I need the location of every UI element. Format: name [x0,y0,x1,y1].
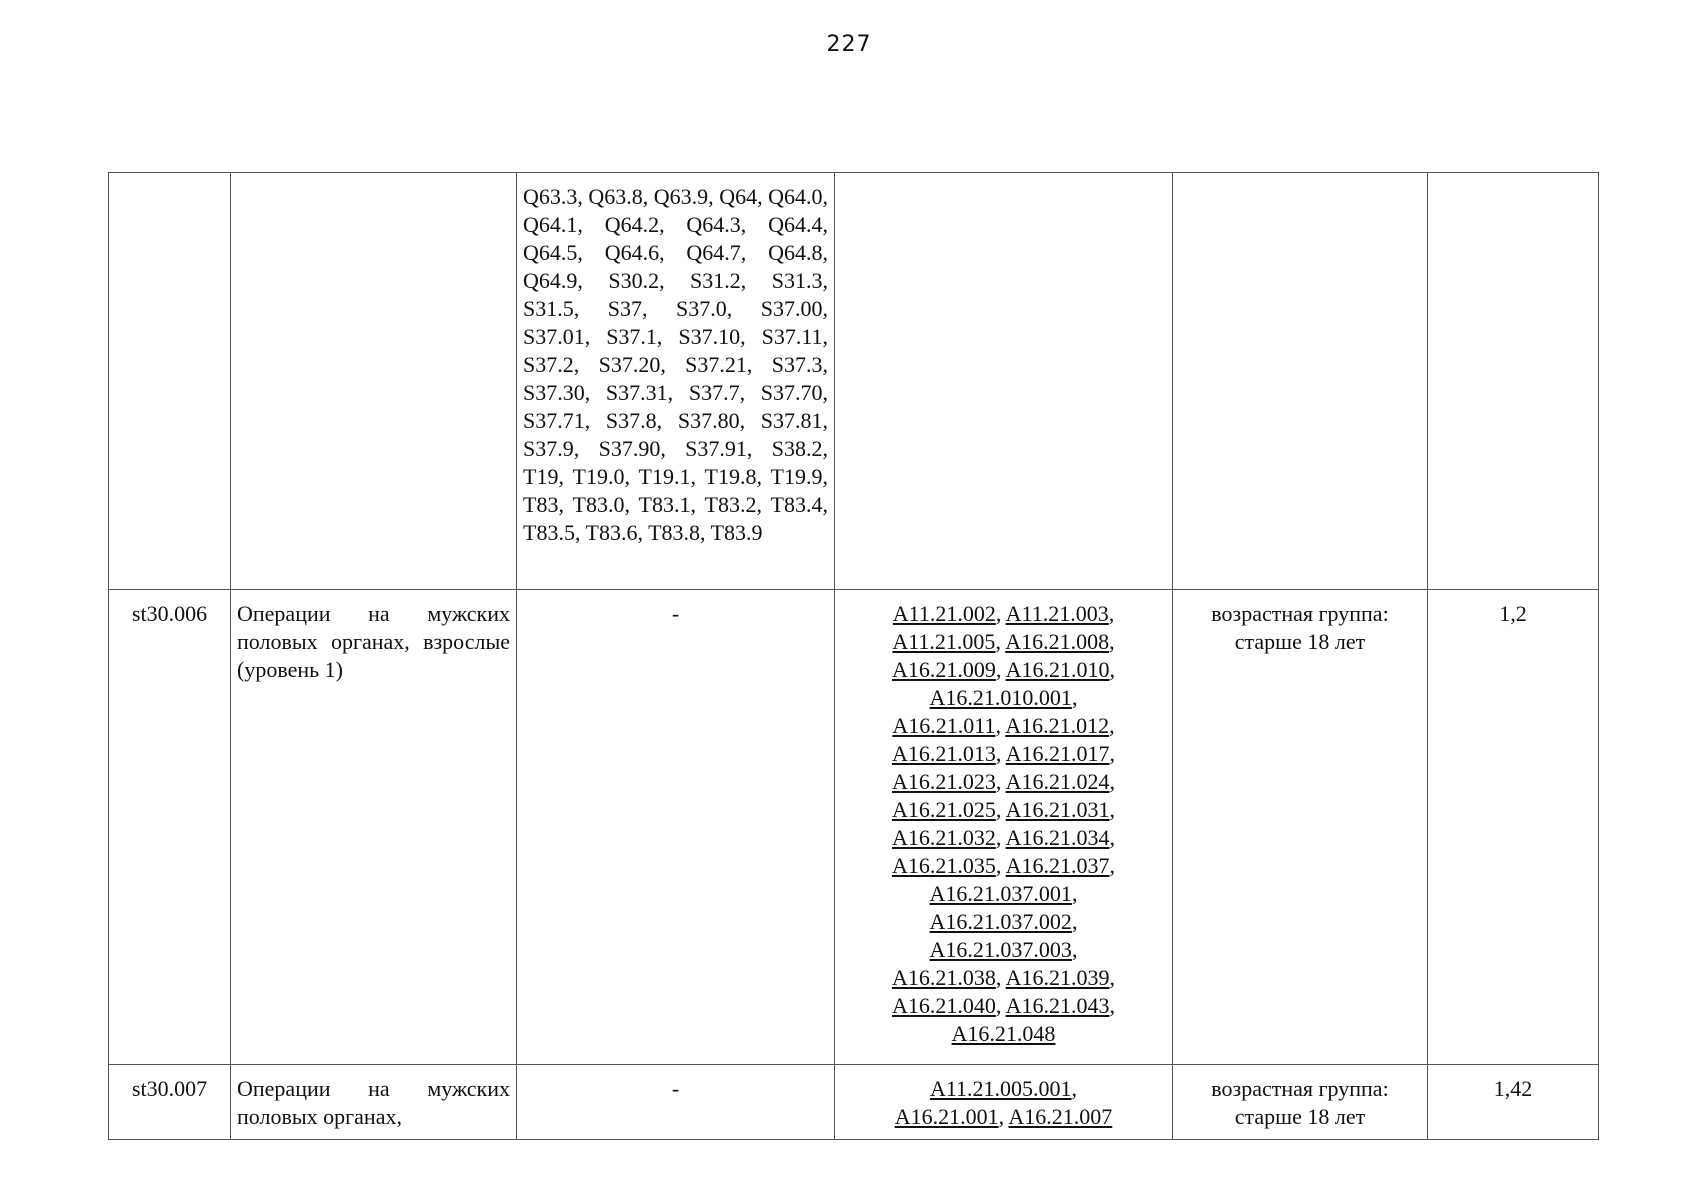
service-code-link[interactable]: A16.21.037.003 [929,937,1072,962]
service-code-link[interactable]: A16.21.032 [891,825,996,850]
service-code-line: A16.21.035, A16.21.037, [891,853,1116,878]
service-code-link[interactable]: A16.21.010.001 [929,685,1072,710]
service-code-link[interactable]: A16.21.043 [1005,993,1110,1018]
table-row [109,1065,1599,1140]
service-code-line: A16.21.023, A16.21.024, [891,769,1116,794]
service-code-link[interactable]: A16.21.017 [1005,741,1110,766]
service-code-link[interactable]: A16.21.024 [1005,769,1110,794]
service-code-line: A11.21.002, A11.21.003, [892,601,1115,626]
service-codes-cell [835,173,1173,590]
kpg-code-cell [109,173,231,590]
kpg-name-cell [231,173,517,590]
service-code-link[interactable]: A16.21.025 [891,797,996,822]
service-code-link[interactable]: A16.21.040 [891,993,996,1018]
table-row [109,173,1599,590]
coefficient-cell: 1,2 [1428,590,1599,1065]
service-code-line [841,1020,1166,1048]
service-code-line: A16.21.013, A16.21.017, [891,741,1116,766]
service-code-line: A16.21.037.002, [929,909,1078,934]
kpg-code-cell: st30.006 [109,590,231,1065]
service-code-line: A16.21.037.003, [929,937,1078,962]
service-code-line: A16.21.040, A16.21.043, [891,993,1116,1018]
service-code-line: A16.21.025, A16.21.031, [891,797,1116,822]
service-code-link[interactable]: A16.21.012 [1005,713,1110,738]
service-code-link[interactable]: A11.21.005.001 [929,1076,1072,1101]
diagnosis-codes-cell: Q63.3, Q63.8, Q63.9, Q64, Q64.0, Q64.1, Q64.2, Q64.3, Q64.4, Q64.5, Q64.6, Q64.7, Q64.8, Q64.9, S30.2, S31.2, S31.3, S31.5, S37, S37.0, S37.00, S37.01, S37.1, S37.10, S37.11, S37.2, S37.20, S37.21, S37.3, S37.30, S37.31, S37.7, S37.70, S37.71, S37.8, S37.80, S37.81, S37.9, S37.90, S37.91, S38.2, T19, T19.0, T19.1, T19.8, T19.9, T83, T83.0, T83.1, T83.2, T83.4, T83.5, T83.6, T83.8, T83.9 [517,173,835,590]
service-code-link[interactable]: A16.21.037 [1005,853,1110,878]
service-code-link[interactable]: A11.21.002 [892,601,996,626]
service-code-link[interactable]: A16.21.037.002 [929,909,1072,934]
kpg-code-cell: st30.007 [109,1065,231,1140]
service-code-line: A16.21.038, A16.21.039, [891,965,1116,990]
coefficient-cell [1428,173,1599,590]
service-code-link[interactable]: A16.21.037.001 [929,881,1072,906]
page-number: 227 [826,32,872,57]
service-code-line: A16.21.037.001, [929,881,1078,906]
service-code-link[interactable]: A16.21.038 [891,965,996,990]
service-code-link[interactable]: A11.21.003 [1005,601,1109,626]
service-code-link[interactable]: A16.21.001 [894,1104,999,1129]
service-code-link[interactable]: A16.21.010 [1005,657,1110,682]
service-code-line: A16.21.032, A16.21.034, [891,825,1116,850]
service-code-link[interactable]: A16.21.031 [1005,797,1110,822]
table-row [109,590,1599,1065]
service-code-link[interactable]: A11.21.005 [892,629,996,654]
service-code-line: A16.21.011, A16.21.012, [892,713,1115,738]
service-code-line: A16.21.001, A16.21.007 [894,1104,1113,1129]
service-code-link[interactable]: A16.21.009 [891,657,996,682]
criteria-cell [1173,173,1428,590]
service-codes-cell [835,1065,1173,1140]
service-code-link[interactable]: A16.21.035 [891,853,996,878]
service-code-line: A16.21.010.001, [929,685,1078,710]
service-code-link[interactable]: A16.21.008 [1005,629,1110,654]
kpg-name-cell: Операции на мужских половых органах, взрослые (уровень 1) [231,590,517,1065]
service-code-line: A16.21.009, A16.21.010, [891,657,1116,682]
tariff-table [108,172,1599,1140]
criteria-cell: возрастная группа: старше 18 лет [1173,590,1428,1065]
service-code-link[interactable]: A16.21.023 [891,769,996,794]
diagnosis-codes-cell: - [517,590,835,1065]
service-code-link[interactable]: A16.21.034 [1005,825,1110,850]
service-code-link[interactable]: A16.21.048 [951,1021,1056,1046]
service-code-link[interactable]: A16.21.011 [892,713,996,738]
diagnosis-codes-cell: - [517,1065,835,1140]
service-code-line: A11.21.005.001, [929,1076,1078,1101]
coefficient-cell: 1,42 [1428,1065,1599,1140]
kpg-name-cell: Операции на мужских половых органах, [231,1065,517,1140]
service-code-link[interactable]: A16.21.007 [1008,1104,1113,1129]
service-code-line: A11.21.005, A16.21.008, [892,629,1115,654]
service-code-link[interactable]: A16.21.013 [891,741,996,766]
criteria-cell: возрастная группа: старше 18 лет [1173,1065,1428,1140]
service-codes-cell [835,590,1173,1065]
service-code-link[interactable]: A16.21.039 [1005,965,1110,990]
